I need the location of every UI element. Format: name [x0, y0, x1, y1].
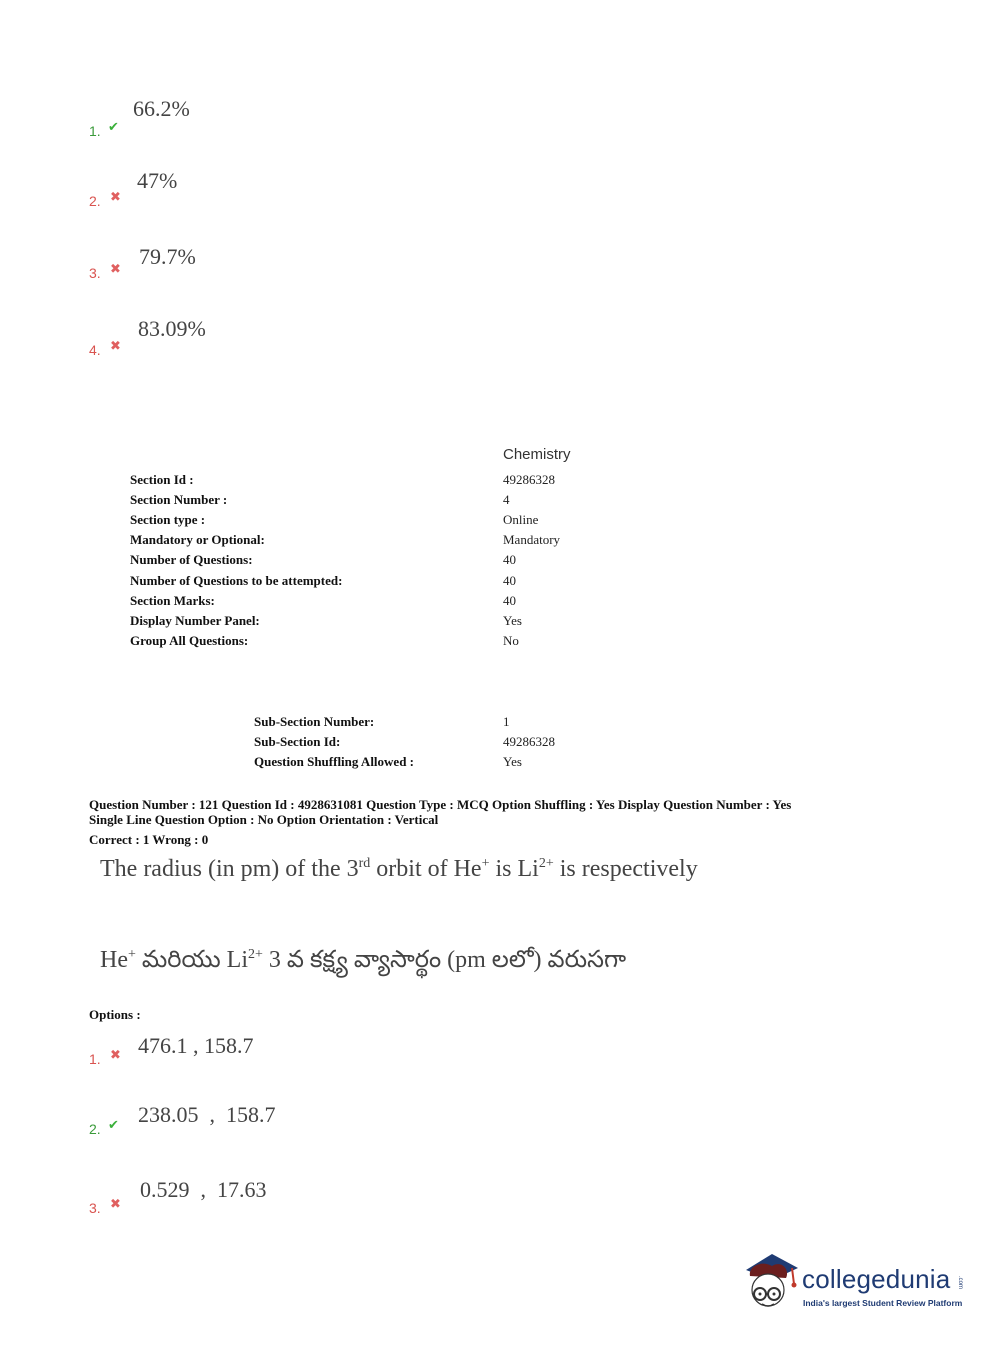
brand-tagline: India's largest Student Review Platform — [803, 1298, 963, 1308]
display-panel-label: Display Number Panel: — [130, 613, 260, 628]
cross-icon: ✖ — [110, 339, 121, 354]
check-icon: ✔ — [108, 120, 119, 135]
cross-icon: ✖ — [110, 1048, 121, 1063]
group-questions-label: Group All Questions: — [130, 633, 249, 648]
brand-suffix: .com — [957, 1276, 963, 1290]
option-text: 0.529 , 17.63 — [140, 1177, 267, 1202]
option-number: 1. — [89, 1051, 101, 1067]
shuffling-value: Yes — [503, 754, 522, 769]
mascot-icon — [742, 1250, 800, 1316]
option-text: 238.05 , 158.7 — [138, 1102, 276, 1127]
subsection-number-label: Sub-Section Number: — [254, 714, 375, 729]
option-text: 47% — [137, 168, 178, 193]
section-marks-value: 40 — [503, 593, 516, 608]
num-questions-value: 40 — [503, 552, 516, 567]
option-number: 2. — [89, 193, 101, 209]
subsection-id-value: 49286328 — [503, 734, 555, 749]
section-id-value: 49286328 — [503, 472, 555, 487]
section-id-label: Section Id : — [130, 472, 194, 487]
subsection-id-label: Sub-Section Id: — [254, 734, 341, 749]
section-number-label: Section Number : — [130, 492, 228, 507]
section-type-label: Section type : — [130, 512, 206, 527]
cross-icon: ✖ — [110, 190, 121, 205]
question-meta-line-2: Single Line Question Option : No Option Orientation : Vertical — [89, 812, 439, 827]
cross-icon: ✖ — [110, 1197, 121, 1212]
option-text: 79.7% — [139, 244, 196, 269]
option-number: 3. — [89, 265, 101, 281]
collegedunia-logo — [742, 1248, 972, 1318]
subsection-number-value: 1 — [503, 714, 510, 729]
display-panel-value: Yes — [503, 613, 522, 628]
mandatory-value: Mandatory — [503, 532, 561, 547]
question-text-english: The radius (in pm) of the 3rd orbit of He+ is $Li^{2+}$ is respectively — [100, 856, 698, 882]
options-label: Options : — [89, 1007, 141, 1022]
option-number: 2. — [89, 1121, 101, 1137]
option-number: 1. — [89, 123, 101, 139]
marks-line: Correct : 1 Wrong : 0 — [89, 832, 209, 847]
shuffling-label: Question Shuffling Allowed : — [254, 754, 415, 769]
check-icon: ✔ — [108, 1118, 119, 1133]
question-meta-line-1: Question Number : 121 Question Id : 4928631081 Question Type : MCQ Option Shuffling : Yes Display Question Number : Yes — [89, 797, 792, 812]
cross-icon: ✖ — [110, 262, 121, 277]
section-number-value: 4 — [503, 492, 510, 507]
option-text: 476.1 , 158.7 — [138, 1033, 254, 1058]
num-questions-label: Number of Questions: — [130, 552, 253, 567]
section-name: Chemistry — [503, 446, 571, 463]
option-number: 4. — [89, 342, 101, 358]
num-attempted-value: 40 — [503, 573, 516, 588]
mandatory-label: Mandatory or Optional: — [130, 532, 265, 547]
question-text-telugu: He+ మరియు $Li^{2+}$ 3 వ కక్ష్య వ్యాసార్థం (pm లలో) వరుసగా — [100, 947, 627, 973]
option-text: 66.2% — [133, 96, 190, 121]
num-attempted-label: Number of Questions to be attempted: — [130, 573, 343, 588]
section-type-value: Online — [503, 512, 539, 527]
section-marks-label: Section Marks: — [130, 593, 215, 608]
option-number: 3. — [89, 1200, 101, 1216]
group-questions-value: No — [503, 633, 519, 648]
brand-name: collegedunia — [802, 1264, 951, 1294]
option-text: 83.09% — [138, 316, 206, 341]
